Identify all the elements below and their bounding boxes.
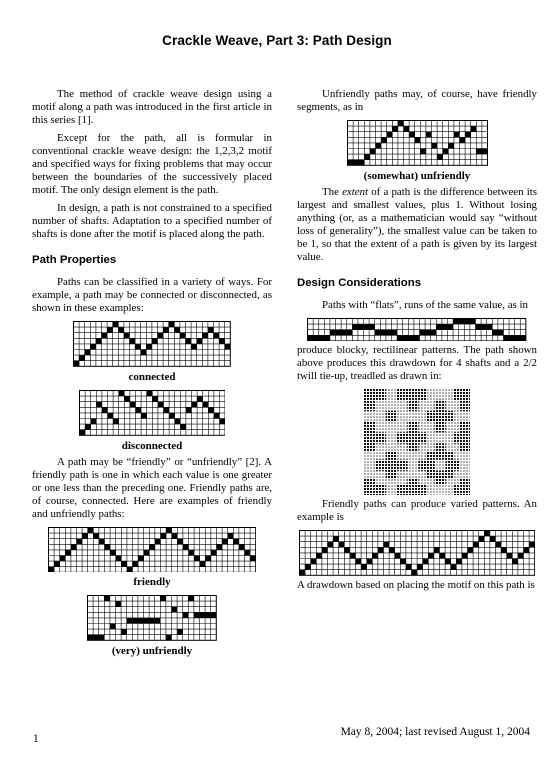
figure-flats <box>297 318 537 341</box>
path-cell <box>319 335 325 341</box>
path-cell <box>465 132 471 138</box>
path-cell <box>308 335 314 341</box>
path-cell <box>214 413 220 419</box>
path-cell <box>358 324 364 330</box>
paragraph: In design, a path is not constrained to a specified number of shafts. Adaptation to a specified number of shafts is done after the motif is placed along the path. <box>32 202 272 240</box>
path-cell <box>509 335 515 341</box>
path-cell <box>479 536 485 542</box>
path-cell <box>155 618 161 624</box>
path-cell <box>174 418 180 424</box>
path-cell <box>194 613 200 619</box>
figure-drawdown <box>297 389 537 495</box>
path-cell <box>149 618 155 624</box>
path-cell <box>222 538 228 544</box>
path-cell <box>110 624 116 630</box>
path-cell <box>85 349 91 355</box>
path-cell <box>65 549 71 555</box>
path-cell <box>378 547 384 553</box>
path-cell <box>191 344 197 350</box>
path-cell <box>180 424 186 430</box>
path-cell <box>113 418 119 424</box>
path-cell <box>74 361 80 367</box>
path-cell <box>481 148 487 154</box>
path-cell <box>169 413 175 419</box>
path-cell <box>386 329 392 335</box>
path-cell <box>381 137 387 143</box>
path-cell <box>521 335 527 341</box>
path-cell <box>442 148 448 154</box>
path-cell <box>364 324 370 330</box>
page-number: 1 <box>33 733 39 745</box>
path-cell <box>130 338 136 344</box>
path-cell <box>507 553 513 559</box>
figure-caption: disconnected <box>121 439 183 452</box>
path-cell <box>425 329 431 335</box>
path-cell <box>141 349 147 355</box>
section-heading: Path Properties <box>32 254 117 266</box>
path-cell <box>48 566 54 572</box>
path-cell <box>118 390 124 396</box>
path-cell <box>130 401 136 407</box>
path-cell <box>200 613 206 619</box>
path-cell <box>375 329 381 335</box>
figure-caption: friendly <box>133 576 171 589</box>
path-cell <box>439 553 445 559</box>
path-cell <box>96 401 102 407</box>
paragraph: Friendly paths can produce varied patterns. An example is <box>297 498 537 524</box>
path-cell <box>339 542 345 548</box>
connected-path-grid <box>73 321 231 367</box>
figure-friendly-example <box>297 530 537 576</box>
path-cell <box>228 533 234 539</box>
path-cell <box>473 542 479 548</box>
path-cell <box>155 538 161 544</box>
path-cell <box>459 318 465 324</box>
paragraph: produce blocky, rectilinear patterns. The path shown above produces this drawdown for 4 shafts and a 2/2 twill tie-up, treadled as drawn in: <box>297 344 537 383</box>
path-cell <box>529 542 535 548</box>
path-cell <box>124 333 130 339</box>
path-cell <box>71 544 77 550</box>
path-cell <box>353 160 359 166</box>
path-cell <box>431 329 437 335</box>
path-cell <box>233 538 239 544</box>
path-cell <box>124 396 130 402</box>
path-cell <box>172 607 178 613</box>
path-cell <box>121 561 127 567</box>
path-cell <box>132 561 138 567</box>
path-cell <box>208 407 214 413</box>
path-cell <box>327 542 333 548</box>
path-cell <box>350 553 356 559</box>
path-cell <box>183 544 189 550</box>
path-cell <box>96 338 102 344</box>
path-cell <box>372 553 378 559</box>
disconnected-path-grid <box>79 390 226 436</box>
path-cell <box>135 407 141 413</box>
path-cell <box>504 335 510 341</box>
path-cell <box>239 544 245 550</box>
path-cell <box>428 553 434 559</box>
path-cell <box>515 335 521 341</box>
path-cell <box>127 566 133 572</box>
path-cell <box>451 564 457 570</box>
path-cell <box>107 327 113 333</box>
path-cell <box>169 321 175 327</box>
path-cell <box>160 533 166 539</box>
figure-disconnected <box>32 390 272 453</box>
path-cell <box>79 355 85 361</box>
path-cell <box>336 329 342 335</box>
path-cell <box>420 148 426 154</box>
path-cell <box>420 329 426 335</box>
path-cell <box>113 321 119 327</box>
path-cell <box>99 538 105 544</box>
path-cell <box>149 544 155 550</box>
path-cell <box>82 533 88 539</box>
paragraph: A path may be “friendly” or “unfriendly” [2]. A friendly path is one in which each value is one greater or one less than the preceding one. Friendly paths are, of course, connected. Here are examples of friendly and unfriendly paths: <box>32 455 272 520</box>
path-cell <box>152 396 158 402</box>
flats-path-grid <box>307 318 526 341</box>
path-cell <box>403 335 409 341</box>
paragraph: The method of crackle weave design using a motif along a path was introduced in the first article in this series [1]. <box>32 88 272 126</box>
path-cell <box>414 137 420 143</box>
figure-caption: connected <box>128 370 176 383</box>
path-cell <box>417 564 423 570</box>
path-cell <box>244 549 250 555</box>
path-cell <box>341 329 347 335</box>
path-cell <box>442 324 448 330</box>
path-cell <box>414 335 420 341</box>
path-cell <box>355 559 361 565</box>
path-cell <box>79 429 85 435</box>
path-cell <box>465 318 471 324</box>
path-cell <box>333 536 339 542</box>
path-cell <box>495 542 501 548</box>
path-cell <box>448 143 454 149</box>
path-cell <box>76 538 82 544</box>
path-cell <box>93 533 99 539</box>
path-cell <box>299 570 305 576</box>
path-cell <box>470 318 476 324</box>
path-cell <box>194 555 200 561</box>
path-cell <box>501 547 507 553</box>
path-cell <box>163 327 169 333</box>
path-cell <box>183 613 189 619</box>
path-cell <box>456 559 462 565</box>
figure-connected <box>32 321 272 384</box>
path-cell <box>93 635 99 641</box>
path-cell <box>518 553 524 559</box>
path-cell <box>462 553 468 559</box>
path-cell <box>322 547 328 553</box>
friendly-path-grid <box>48 527 256 573</box>
path-cell <box>208 327 214 333</box>
path-cell <box>219 338 225 344</box>
path-cell <box>493 329 499 335</box>
path-cell <box>177 629 183 635</box>
path-cell <box>138 618 144 624</box>
path-cell <box>174 327 180 333</box>
path-cell <box>445 559 451 565</box>
path-cell <box>188 596 194 602</box>
figure-friendly <box>32 527 272 590</box>
paragraph: Paths can be classified in a variety of ways. For example, a path may be connected or disconnected, as shown in these examples: <box>32 276 272 314</box>
path-cell <box>481 324 487 330</box>
path-cell <box>431 143 437 149</box>
path-cell <box>158 401 164 407</box>
path-cell <box>498 329 504 335</box>
path-cell <box>118 327 124 333</box>
path-cell <box>104 596 110 602</box>
path-cell <box>344 547 350 553</box>
path-cell <box>311 559 317 565</box>
path-cell <box>316 553 322 559</box>
figure-very-unfriendly <box>32 595 272 658</box>
path-cell <box>325 335 331 341</box>
path-cell <box>116 601 122 607</box>
path-cell <box>180 333 186 339</box>
figure-caption: (somewhat) unfriendly <box>363 169 471 182</box>
path-cell <box>305 564 311 570</box>
path-cell <box>177 538 183 544</box>
path-cell <box>459 137 465 143</box>
path-cell <box>400 559 406 565</box>
path-cell <box>188 549 194 555</box>
path-cell <box>219 418 225 424</box>
path-cell <box>186 407 192 413</box>
figure-somewhat-unfriendly <box>297 120 537 183</box>
path-cell <box>484 531 490 537</box>
path-cell <box>392 329 398 335</box>
very-unfriendly-path-grid <box>87 595 217 641</box>
path-cell <box>197 396 203 402</box>
path-cell <box>202 333 208 339</box>
path-cell <box>116 555 122 561</box>
path-cell <box>487 324 493 330</box>
path-cell <box>437 324 443 330</box>
paragraph: Unfriendly paths may, of course, have friendly segments, as in <box>297 88 537 113</box>
path-cell <box>144 618 150 624</box>
path-cell <box>395 553 401 559</box>
path-cell <box>476 324 482 330</box>
path-cell <box>104 544 110 550</box>
path-cell <box>364 154 370 160</box>
path-cell <box>397 335 403 341</box>
path-cell <box>381 329 387 335</box>
friendly-example-path-grid <box>299 530 535 576</box>
path-cell <box>397 120 403 126</box>
path-cell <box>216 544 222 550</box>
path-cell <box>191 401 197 407</box>
path-cell <box>225 344 231 350</box>
footer-date: May 8, 2004; last revised August 1, 2004 <box>340 726 530 738</box>
path-cell <box>132 618 138 624</box>
path-cell <box>347 160 353 166</box>
path-cell <box>88 635 94 641</box>
path-cell <box>512 559 518 565</box>
somewhat-unfriendly-path-grid <box>347 120 488 166</box>
path-cell <box>392 126 398 132</box>
path-cell <box>54 561 60 567</box>
path-cell <box>88 527 94 533</box>
path-cell <box>409 335 415 341</box>
path-cell <box>211 549 217 555</box>
path-cell <box>470 126 476 132</box>
path-cell <box>205 613 211 619</box>
path-cell <box>152 338 158 344</box>
path-cell <box>146 390 152 396</box>
path-cell <box>369 324 375 330</box>
path-cell <box>135 344 141 350</box>
path-cell <box>85 424 91 430</box>
page-title: Crackle Weave, Part 3: Path Design <box>162 33 392 48</box>
path-cell <box>158 333 164 339</box>
path-cell <box>205 555 211 561</box>
path-cell <box>425 132 431 138</box>
path-cell <box>141 413 147 419</box>
path-cell <box>200 561 206 567</box>
path-cell <box>186 338 192 344</box>
path-cell <box>358 160 364 166</box>
path-cell <box>453 132 459 138</box>
path-cell <box>144 549 150 555</box>
path-cell <box>107 413 113 419</box>
path-cell <box>369 148 375 154</box>
path-cell <box>146 344 152 350</box>
path-cell <box>353 324 359 330</box>
path-cell <box>330 329 336 335</box>
path-cell <box>163 407 169 413</box>
paragraph: Paths with “flats”, runs of the same value, as in <box>322 298 528 311</box>
path-cell <box>202 401 208 407</box>
path-cell <box>313 335 319 341</box>
path-cell <box>434 547 440 553</box>
path-cell <box>90 418 96 424</box>
path-cell <box>211 613 217 619</box>
path-cell <box>467 547 473 553</box>
path-cell <box>453 318 459 324</box>
path-cell <box>411 570 417 576</box>
path-cell <box>102 407 108 413</box>
paragraph: Except for the path, all is formular in conventional crackle weave design: the 1,2,3,2 motif and specified ways for fixing problems that may occur between the boundaries of the successively placed motif. The only design element is the path. <box>32 132 272 196</box>
path-cell <box>138 555 144 561</box>
path-cell <box>250 555 256 561</box>
path-cell <box>437 154 443 160</box>
path-cell <box>197 338 203 344</box>
path-cell <box>90 344 96 350</box>
paragraph: A drawdown based on placing the motif on this path is <box>297 578 535 591</box>
path-cell <box>172 533 178 539</box>
path-cell <box>347 329 353 335</box>
path-cell <box>386 132 392 138</box>
path-cell <box>99 635 105 641</box>
path-cell <box>166 527 172 533</box>
path-cell <box>375 143 381 149</box>
path-cell <box>448 324 454 330</box>
path-cell <box>214 333 220 339</box>
path-cell <box>409 132 415 138</box>
path-cell <box>490 536 496 542</box>
right-column <box>297 88 537 597</box>
path-cell <box>127 618 133 624</box>
path-cell <box>403 126 409 132</box>
section-heading: Design Considerations <box>297 276 422 289</box>
left-column <box>32 88 272 661</box>
path-cell <box>367 559 373 565</box>
path-cell <box>160 596 166 602</box>
path-cell <box>121 629 127 635</box>
paragraph: The extent of a path is the difference between its largest and smallest values, plus 1. Without losing anything (or, as a mathematician would say “without loss of generality”), the smallest value can be taken to be 1, so that the extent of a path is given by its largest value. <box>297 185 538 263</box>
path-cell <box>383 542 389 548</box>
path-cell <box>476 148 482 154</box>
path-cell <box>423 559 429 565</box>
path-cell <box>361 564 367 570</box>
drawdown-image <box>364 389 470 495</box>
path-cell <box>110 549 116 555</box>
path-cell <box>389 547 395 553</box>
path-cell <box>102 333 108 339</box>
path-cell <box>60 555 66 561</box>
path-cell <box>406 564 412 570</box>
figure-caption: (very) unfriendly <box>111 645 193 658</box>
path-cell <box>523 547 529 553</box>
path-cell <box>166 635 172 641</box>
